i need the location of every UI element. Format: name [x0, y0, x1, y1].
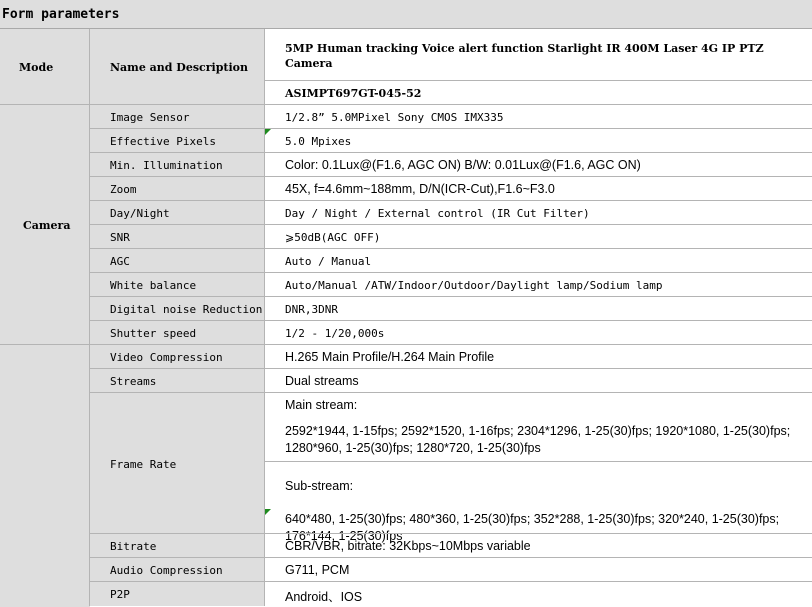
frame-rate-name-cell: [89, 392, 265, 534]
param-value-cell: [264, 320, 812, 345]
param-name-cell: [89, 368, 265, 393]
param-name-cell: [89, 296, 265, 321]
param-value-cell: [264, 128, 812, 153]
param-value-cell: [264, 533, 812, 558]
form-title-bar: [0, 0, 812, 29]
camera-section-label: Camera: [23, 219, 71, 232]
param-name: Image Sensor: [110, 111, 190, 124]
param-value: Dual streams: [285, 374, 359, 388]
param-name-cell: [89, 533, 265, 558]
param-name-cell: [89, 224, 265, 249]
form-title: Form parameters: [2, 7, 120, 22]
camera-section-cell: [0, 104, 90, 345]
sub-stream-label: Sub-stream:: [285, 479, 354, 493]
name-desc-header: Name and Description: [110, 61, 248, 74]
param-value-cell: [264, 296, 812, 321]
param-name: Bitrate: [110, 540, 157, 553]
param-name: Shutter speed: [110, 327, 197, 340]
param-value: Auto / Manual: [285, 255, 372, 268]
param-name: Zoom: [110, 183, 137, 196]
param-name-cell: [89, 152, 265, 177]
param-value: Color: 0.1Lux@(F1.6, AGC ON) B/W: 0.01Lux@(F1.6, AGC ON): [285, 158, 641, 172]
param-value: 1/2.8” 5.0MPixel Sony CMOS IMX335: [285, 111, 504, 124]
param-value-cell: [264, 152, 812, 177]
param-value: 45X, f=4.6mm~188mm, D/N(ICR-Cut),F1.6~F3.0: [285, 182, 555, 196]
model-cell: [264, 80, 812, 105]
param-value: G711, PCM: [285, 563, 350, 577]
param-value-cell: [264, 248, 812, 273]
param-value-cell: [264, 104, 812, 129]
param-value: Auto/Manual /ATW/Indoor/Outdoor/Daylight lamp/Sodium lamp: [285, 279, 663, 292]
param-value: 1/2 - 1/20,000s: [285, 327, 385, 340]
param-name: P2P: [110, 588, 130, 601]
param-name: Min. Illumination: [110, 159, 223, 172]
param-name: Day/Night: [110, 207, 170, 220]
cell-marker: [265, 509, 271, 515]
param-name-cell: [89, 248, 265, 273]
param-name: Effective Pixels: [110, 135, 216, 148]
param-value: Day / Night / External control (IR Cut Filter): [285, 207, 590, 220]
param-name: AGC: [110, 255, 130, 268]
param-name-cell: [89, 200, 265, 225]
param-value-cell: [264, 581, 812, 606]
param-value-cell: [264, 200, 812, 225]
main-stream-value: 2592*1944, 1-15fps; 2592*1520, 1-16fps; 2304*1296, 1-25(30)fps; 1920*1080, 1-25(30)fps; 1280*960, 1-25(30)fps; 1280*720, 1-25(30)fps: [285, 424, 791, 455]
param-name-cell: [89, 320, 265, 345]
param-name: Streams: [110, 375, 157, 388]
mode-header: Mode: [19, 61, 54, 74]
param-value: CBR/VBR, bitrate: 32Kbps~10Mbps variable: [285, 539, 531, 553]
param-name-cell: [89, 272, 265, 297]
param-value-cell: [264, 368, 812, 393]
param-value: DNR,3DNR: [285, 303, 338, 316]
param-name-cell: [89, 104, 265, 129]
param-name-cell: [89, 176, 265, 201]
video-section-cell: [0, 344, 90, 607]
frame-rate-name: Frame Rate: [110, 458, 177, 471]
param-name-cell: [89, 581, 265, 606]
param-name: SNR: [110, 231, 130, 244]
mode-header-cell: [0, 29, 90, 105]
param-value: H.265 Main Profile/H.264 Main Profile: [285, 350, 495, 364]
param-value-cell: [264, 224, 812, 249]
param-name-cell: [89, 344, 265, 369]
param-value-cell: [264, 344, 812, 369]
product-title: 5MP Human tracking Voice alert function Starlight IR 400M Laser 4G IP PTZ Camera: [285, 42, 764, 70]
param-value: Android、IOS: [285, 590, 363, 604]
main-stream-cell: [264, 392, 812, 462]
param-value: 5.0 Mpixes: [285, 135, 352, 148]
sub-stream-value: 640*480, 1-25(30)fps; 480*360, 1-25(30)fps; 352*288, 1-25(30)fps; 320*240, 1-25(30)fps; 176*144, 1-25(30)fps: [285, 512, 780, 543]
param-name-cell: [89, 557, 265, 582]
main-stream-label: Main stream:: [285, 398, 358, 412]
param-name-cell: [89, 128, 265, 153]
name-desc-header-cell: [89, 29, 265, 105]
param-value: ⩾50dB(AGC OFF): [285, 231, 381, 244]
sub-stream-cell: [264, 461, 812, 543]
param-name: Digital noise Reduction: [110, 303, 263, 316]
product-title-cell: [264, 29, 812, 81]
param-name: Audio Compression: [110, 564, 223, 577]
param-name: Video Compression: [110, 351, 223, 364]
param-value-cell: [264, 176, 812, 201]
param-name: White balance: [110, 279, 197, 292]
param-value-cell: [264, 272, 812, 297]
param-value-cell: [264, 557, 812, 582]
model-number: ASIMPT697GT-045-52: [285, 87, 422, 100]
